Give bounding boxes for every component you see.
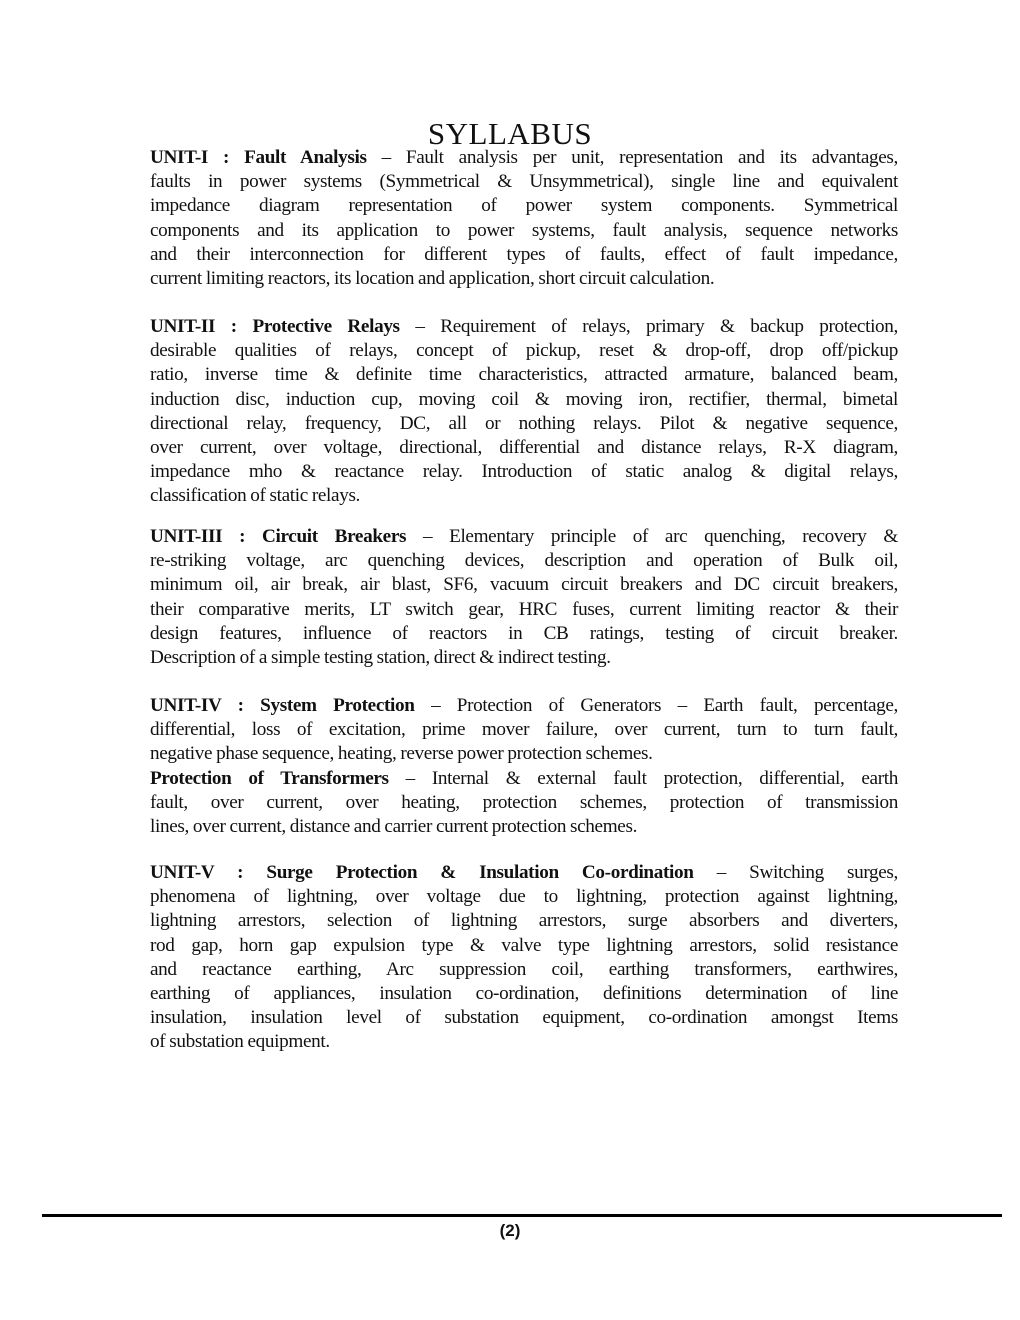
unit-3-line-3: minimum oil, air break, air blast, SF6, vacuum circuit breakers and DC circuit breakers, (150, 574, 898, 596)
unit-2-line-1 (150, 315, 898, 339)
unit-1-heading: Fault Analysis (244, 147, 367, 168)
unit-3-line-5: design features, influence of reactors in CB ratings, testing of circuit breaker. (150, 622, 898, 644)
unit-2-line-7: impedance mho & reactance relay. Introduction of static analog & digital relays, (150, 461, 898, 483)
unit-4-sub-text: – Internal & external fault protection, differential, earth (388, 767, 898, 789)
unit-4-heading: System Protection (260, 695, 415, 716)
unit-3-line-6: Description of a simple testing station, direct & indirect testing. (150, 647, 611, 669)
unit-5-heading: Surge Protection & Insulation Co-ordination (266, 862, 694, 883)
unit-4-section (150, 694, 898, 839)
unit-5-line-3: lightning arrestors, selection of lightning arrestors, surge absorbers and diverters, (150, 910, 898, 932)
unit-2-label: UNIT-II : (150, 316, 237, 337)
page-number: (2) (499, 1221, 521, 1240)
unit-5-label: UNIT-V : (150, 862, 244, 883)
unit-1-line-2: faults in power systems (Symmetrical & Unsymmetrical), single line and equivalent (150, 171, 898, 193)
unit-5-line-8: of substation equipment. (150, 1031, 330, 1053)
unit-3-line-2: re-striking voltage, arc quenching devices, description and operation of Bulk oil, (150, 550, 898, 572)
unit-5-line-4: rod gap, horn gap expulsion type & valve type lightning arrestors, solid resistance (150, 934, 898, 956)
unit-4-sub-line-2: fault, over current, over heating, protection schemes, protection of transmission (150, 791, 898, 813)
unit-2-section (150, 315, 898, 509)
unit-2-line-3: ratio, inverse time & definite time characteristics, attracted armature, balanced beam, (150, 364, 898, 386)
unit-4-label: UNIT-IV : (150, 695, 244, 716)
unit-2-line-4: induction disc, induction cup, moving coil & moving iron, rectifier, thermal, bimetal (150, 388, 898, 410)
unit-1-section (150, 146, 898, 291)
unit-2-line-2: desirable qualities of relays, concept of pickup, reset & drop-off, drop off/pickup (150, 340, 898, 362)
unit-3-heading: Circuit Breakers (261, 526, 407, 547)
unit-5-line-5: and reactance earthing, Arc suppression coil, earthing transformers, earthwires, (150, 958, 898, 980)
unit-3-line-4: their comparative merits, LT switch gear, HRC fuses, current limiting reactor & their (150, 598, 898, 620)
unit-4-line-2: differential, loss of excitation, prime mover failure, over current, turn to turn fault, (150, 719, 898, 741)
unit-2-text: – Requirement of relays, primary & backup protection, (399, 316, 898, 337)
unit-4-sub-line-3: lines, over current, distance and carrier current protection schemes. (150, 816, 638, 838)
unit-4-sub-line-1 (150, 767, 898, 791)
unit-2-line-6: over current, over voltage, directional, differential and distance relays, R-X diagram, (150, 437, 898, 459)
unit-1-label: UNIT-I : (150, 147, 230, 168)
unit-5-line-2: phenomena of lightning, over voltage due to lightning, protection against lightning, (150, 886, 898, 908)
unit-1-line-1 (150, 146, 898, 170)
page-title: SYLLABUS (427, 116, 593, 151)
unit-4-text: – Protection of Generators – Earth fault, percentage, (414, 695, 898, 716)
unit-3-label: UNIT-III : (150, 526, 246, 547)
unit-4-line-3: negative phase sequence, heating, reverse power protection schemes. (150, 743, 653, 765)
footer-divider (42, 1214, 1002, 1217)
unit-1-line-6: current limiting reactors, its location and application, short circuit calculation. (150, 268, 715, 290)
unit-2-line-5: directional relay, frequency, DC, all or nothing relays. Pilot & negative sequence, (150, 412, 898, 434)
unit-2-heading: Protective Relays (252, 316, 400, 337)
unit-5-section (150, 861, 898, 1055)
unit-3-text: – Elementary principle of arc quenching, recovery & (406, 526, 898, 547)
unit-1-line-3: impedance diagram representation of power system components. Symmetrical (150, 195, 898, 217)
unit-5-text: – Switching surges, (693, 862, 898, 883)
unit-5-line-7: insulation, insulation level of substation equipment, co-ordination amongst Items (150, 1007, 898, 1029)
unit-4-subheading: Protection of Transformers (150, 767, 389, 789)
unit-5-line-6: earthing of appliances, insulation co-ordination, definitions determination of line (150, 983, 898, 1005)
unit-5-line-1 (150, 861, 898, 885)
unit-4-line-1 (150, 694, 898, 718)
unit-1-line-5: and their interconnection for different types of faults, effect of fault impedance, (150, 243, 898, 265)
unit-1-text: – Fault analysis per unit, representation and its advantages, (366, 147, 898, 168)
unit-2-line-8: classification of static relays. (150, 485, 361, 507)
unit-3-section (150, 525, 898, 670)
unit-1-line-4: components and its application to power systems, fault analysis, sequence networks (150, 219, 898, 241)
unit-3-line-1 (150, 525, 898, 549)
